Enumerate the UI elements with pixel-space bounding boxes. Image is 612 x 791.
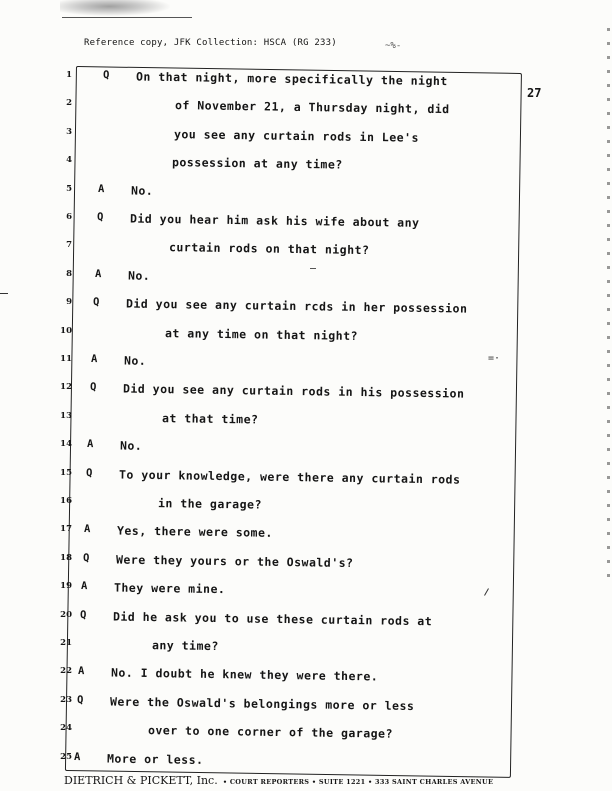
speaker-label: Q xyxy=(86,466,93,479)
line-number: 24 xyxy=(60,723,72,734)
stamp-mark: ~%- xyxy=(385,41,402,51)
testimony-text: in the garage? xyxy=(157,496,263,512)
line-number: 10 xyxy=(60,325,72,336)
testimony-text: at any time on that night? xyxy=(165,325,359,343)
speaker-label: Q xyxy=(82,551,90,564)
speaker-label: A xyxy=(74,750,81,763)
speaker-label: Q xyxy=(93,296,100,309)
line-number: 16 xyxy=(60,496,72,506)
testimony-text: To your knowledge, were there any curtain rods xyxy=(119,467,461,487)
line-number: 3 xyxy=(66,126,72,137)
margin-mark: =· xyxy=(488,353,501,364)
line-number: 8 xyxy=(66,268,72,279)
hole-punch-mark xyxy=(0,293,8,294)
testimony-text: No. xyxy=(120,438,143,454)
line-number: 25 xyxy=(60,751,72,762)
testimony-text: any time? xyxy=(151,638,219,654)
speaker-label: Q xyxy=(89,381,97,394)
speaker-label: Q xyxy=(76,693,84,706)
speaker-label: A xyxy=(98,182,105,195)
speaker-label: A xyxy=(83,523,91,536)
testimony-text: you see any curtain rods in Lee's xyxy=(173,126,419,145)
testimony-text: possession at any time? xyxy=(172,155,344,172)
speaker-label: Q xyxy=(96,211,104,224)
speaker-label: Q xyxy=(80,608,87,621)
speaker-label: A xyxy=(77,665,85,678)
testimony-text: Did you see any curtain rcds in her possession xyxy=(126,296,468,316)
testimony-text: curtain rods on that night? xyxy=(168,240,370,258)
testimony-text: No. xyxy=(127,268,150,283)
line-number: 14 xyxy=(60,439,72,450)
testimony-text: at that time? xyxy=(161,410,259,427)
line-number: 4 xyxy=(66,155,72,166)
testimony-text: No. xyxy=(131,183,154,198)
line-number: 23 xyxy=(60,694,72,705)
testimony-text: of November 21, a Thursday night, did xyxy=(174,98,450,117)
testimony-text: Did he ask you to use these curtain rods at xyxy=(113,609,433,628)
footer-firm: DIETRICH & PICKETT, Inc. xyxy=(64,774,218,787)
line-number: 17 xyxy=(60,524,72,535)
line-number: 5 xyxy=(66,183,72,194)
line-number: 18 xyxy=(60,552,72,563)
scan-edge-line xyxy=(62,17,192,18)
speaker-label: A xyxy=(81,580,88,593)
line-number: 2 xyxy=(66,98,72,109)
testimony-text: Were the Oswald's belongings more or less xyxy=(109,694,415,713)
line-number: 19 xyxy=(60,581,72,592)
testimony-text: over to one corner of the garage? xyxy=(148,723,394,741)
line-number: 15 xyxy=(60,467,72,478)
footer-details: • COURT REPORTERS • SUITE 1221 • 333 SAINT CHARLES AVENUE xyxy=(222,778,494,786)
speaker-label: A xyxy=(90,353,98,366)
testimony-text: Did you see any curtain rods in his possession xyxy=(122,381,465,401)
line-number: 11 xyxy=(60,354,72,364)
line-number: 12 xyxy=(60,382,72,393)
speaker-label: A xyxy=(94,267,102,280)
page-number: 27 xyxy=(527,86,542,100)
testimony-text: No. xyxy=(123,353,147,368)
line-number: 21 xyxy=(60,638,72,648)
stray-mark xyxy=(310,268,316,269)
testimony-text: More or less. xyxy=(107,751,204,767)
line-number: 20 xyxy=(60,609,72,620)
reference-copy-header: Reference copy, JFK Collection: HSCA (RG 233) xyxy=(84,38,337,48)
line-number: 9 xyxy=(66,297,72,308)
testimony-text: They were mine. xyxy=(114,580,226,597)
line-number: 6 xyxy=(66,212,72,222)
scan-smudge xyxy=(60,0,170,16)
line-number: 7 xyxy=(66,240,72,251)
line-number: 13 xyxy=(60,410,72,421)
testimony-text: Did you hear him ask his wife about any xyxy=(129,211,420,230)
speaker-label: A xyxy=(87,438,94,451)
testimony-text: Yes, there were some. xyxy=(116,523,273,541)
scan-edge-marks xyxy=(607,28,610,588)
line-number: 1 xyxy=(66,70,72,80)
testimony-text: On that night, more specifically the night xyxy=(135,69,448,89)
line-number: 22 xyxy=(60,666,72,677)
testimony-text: No. I doubt he knew they were there. xyxy=(110,665,379,684)
speaker-label: Q xyxy=(102,69,110,82)
testimony-text: Were they yours or the Oswald's? xyxy=(115,552,354,570)
reporter-footer xyxy=(64,769,493,788)
